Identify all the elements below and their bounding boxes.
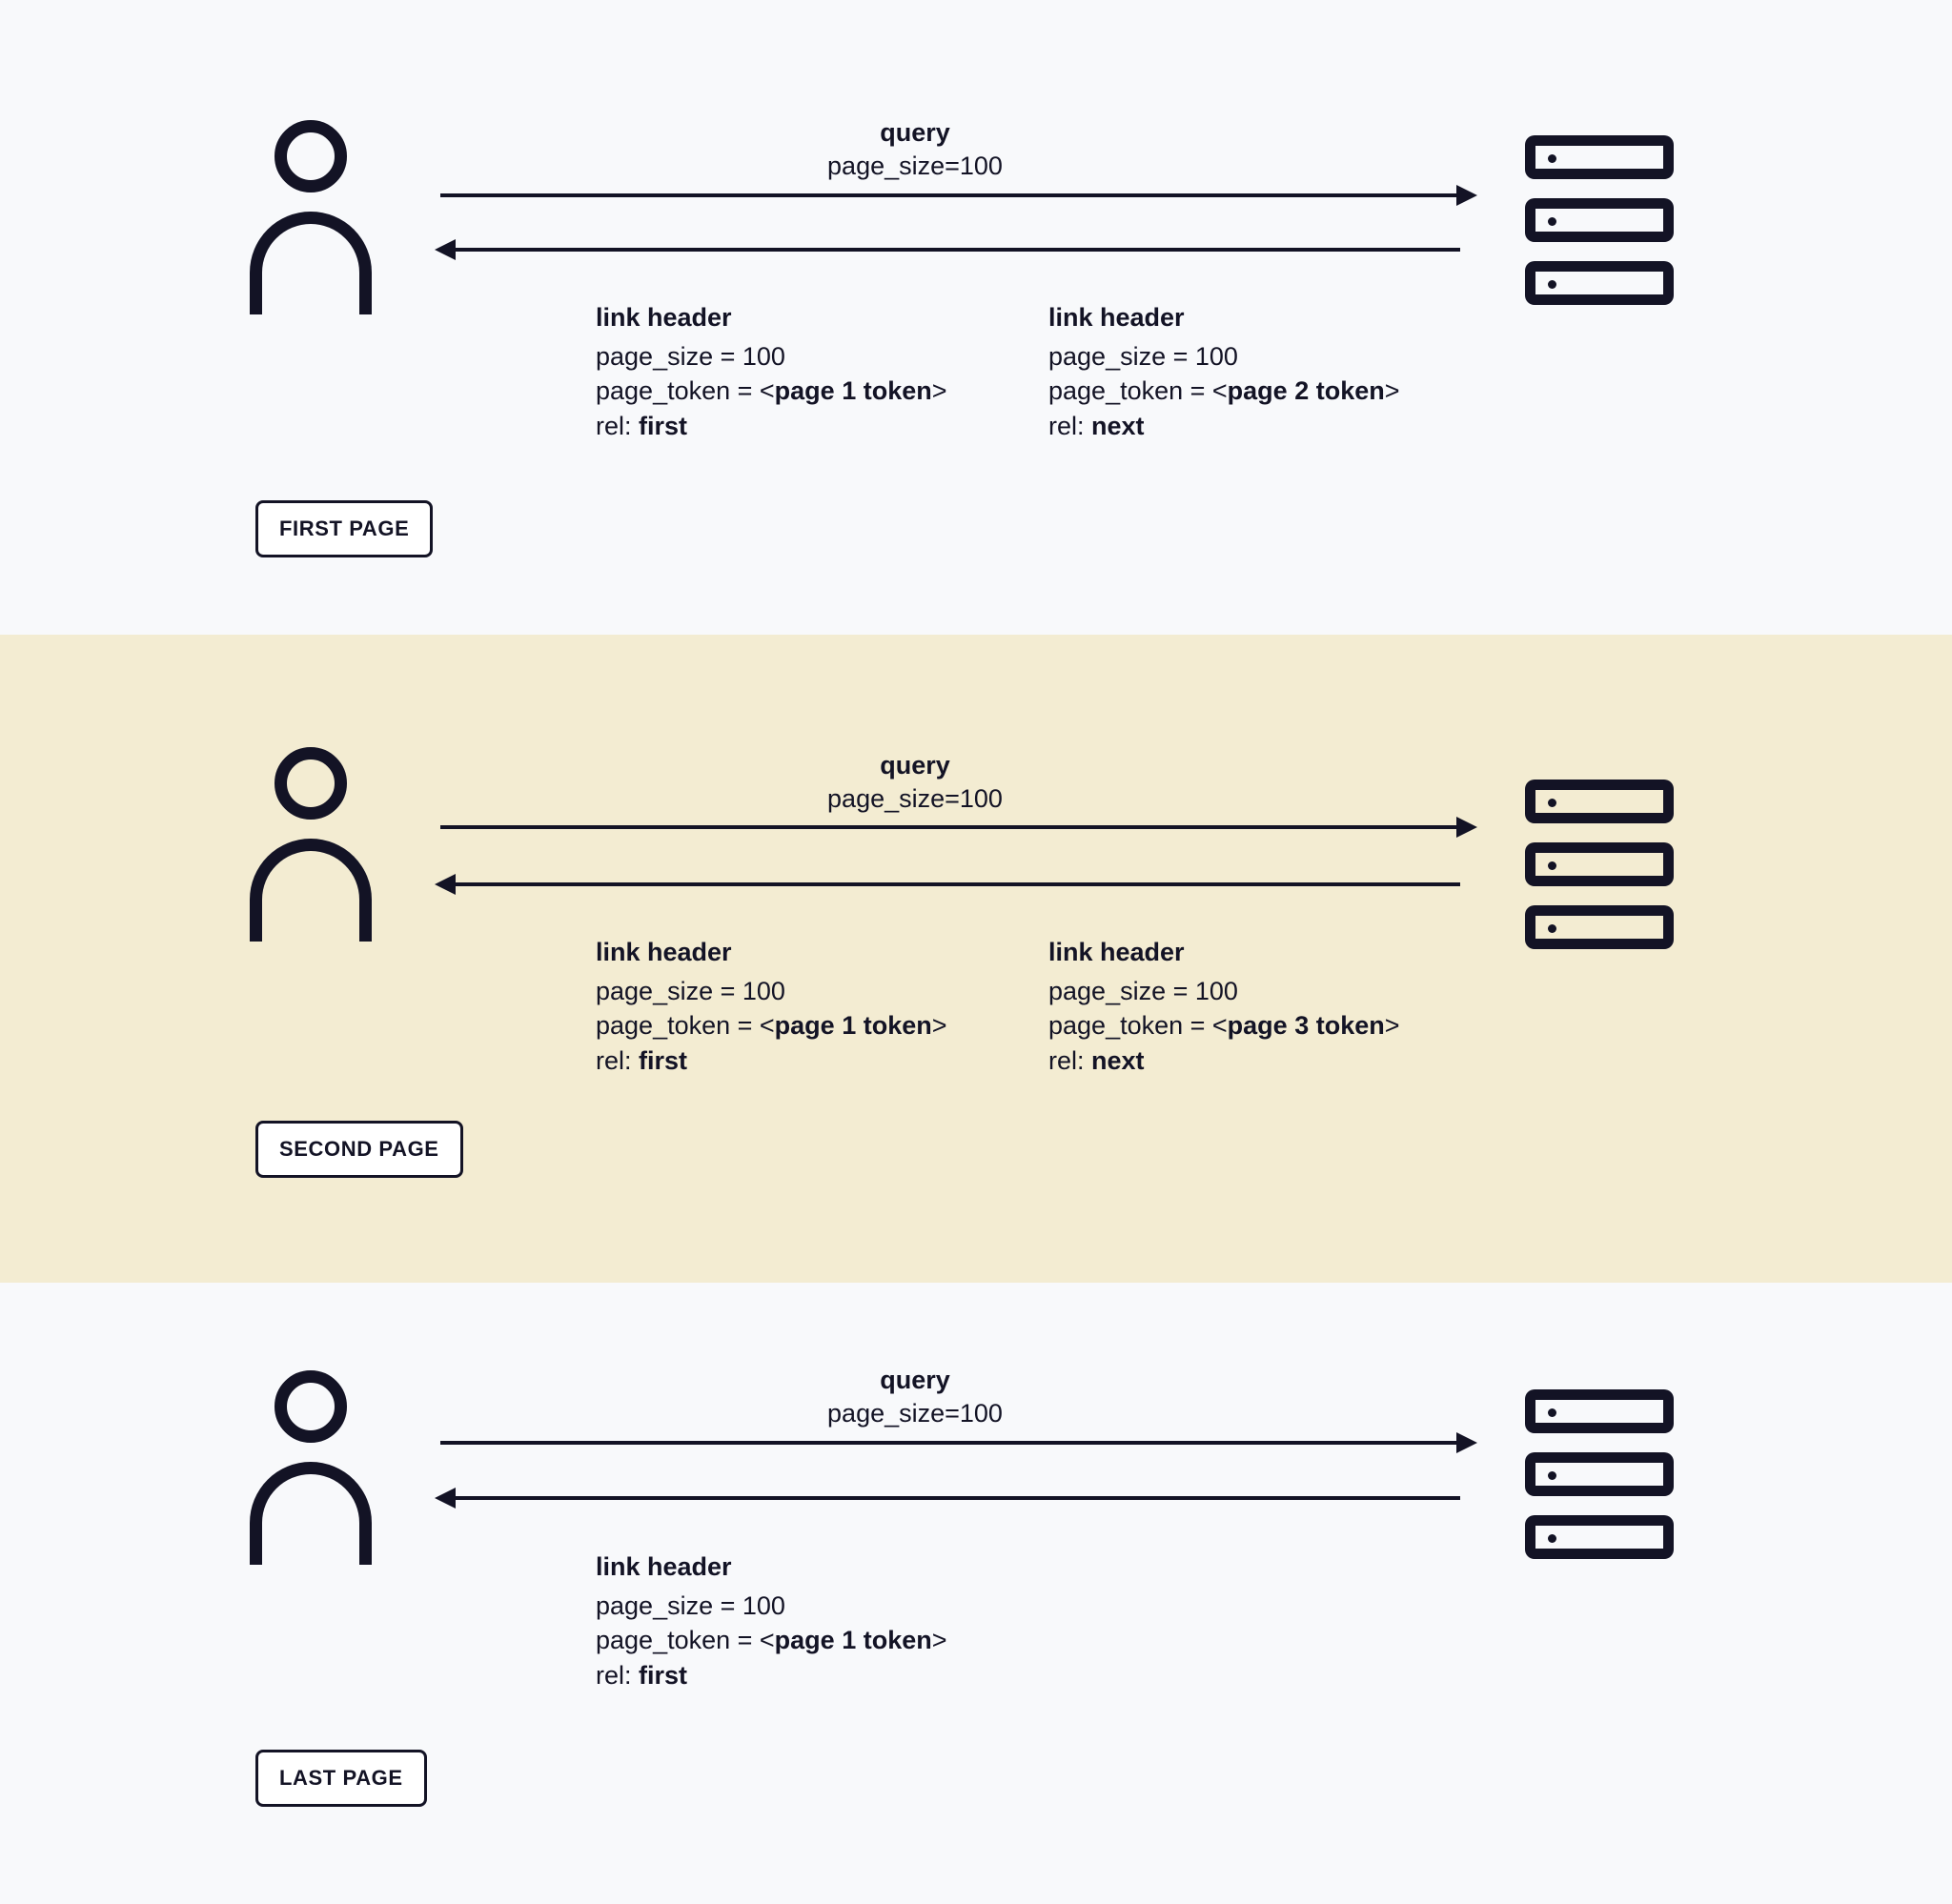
- page-token-value: page 1 token: [774, 376, 932, 406]
- link-header-next: [1048, 300, 1400, 444]
- response-arrow-line: [456, 248, 1460, 252]
- link-header-rel: [596, 409, 947, 444]
- link-header-page-token: [1048, 374, 1400, 409]
- request-arrow-head-icon: [1456, 185, 1477, 206]
- rel-label: rel:: [596, 1046, 640, 1076]
- rel-value: first: [639, 1046, 688, 1076]
- link-header-page-size: page_size = 100: [1048, 976, 1238, 1005]
- section-last-page: [0, 1283, 1952, 1904]
- server-led-icon: [1548, 280, 1556, 289]
- server-bay-icon: [1525, 261, 1674, 305]
- page-token-value: page 2 token: [1227, 376, 1385, 406]
- response-arrow-head-icon: [435, 874, 456, 895]
- page-token-value: page 1 token: [774, 1011, 932, 1041]
- server-bay-icon: [1525, 135, 1674, 179]
- server-led-icon: [1548, 217, 1556, 226]
- link-header-rel: [596, 1043, 947, 1079]
- server-bay-icon: [1525, 1389, 1674, 1433]
- page-token-prefix: page_token = <: [1048, 1011, 1228, 1041]
- link-header-page-size: page_size = 100: [1048, 341, 1238, 371]
- page-token-prefix: page_token = <: [596, 1626, 775, 1655]
- page-token-prefix: page_token = <: [596, 376, 775, 406]
- server-led-icon: [1548, 1408, 1556, 1417]
- page-token-suffix: >: [1384, 1011, 1400, 1041]
- page-token-suffix: >: [931, 376, 947, 406]
- person-head-icon: [274, 1370, 347, 1443]
- response-arrow-head-icon: [435, 239, 456, 260]
- server-led-icon: [1548, 1534, 1556, 1543]
- server-bay-icon: [1525, 780, 1674, 823]
- person-head-icon: [274, 747, 347, 820]
- link-header-next: [1048, 935, 1400, 1079]
- link-header-page-token: [596, 374, 947, 409]
- request-arrow-line: [440, 1441, 1460, 1445]
- request-arrow-line: [440, 825, 1460, 829]
- rel-value: next: [1091, 1046, 1145, 1076]
- link-header-title: link header: [1048, 303, 1185, 332]
- query-label: [724, 749, 1106, 815]
- server-led-icon: [1548, 1471, 1556, 1480]
- link-header-first: [596, 935, 947, 1079]
- link-header-rel: [596, 1658, 947, 1693]
- link-header-rel: [1048, 1043, 1400, 1079]
- link-header-page-size: page_size = 100: [596, 341, 785, 371]
- section-first-page: [0, 0, 1952, 635]
- server-led-icon: [1548, 924, 1556, 933]
- query-label: [724, 1364, 1106, 1429]
- link-header-title: link header: [596, 938, 732, 966]
- server-bay-icon: [1525, 842, 1674, 886]
- person-body-icon: [250, 1462, 372, 1565]
- link-header-page-size: page_size = 100: [596, 976, 785, 1005]
- server-icon: [1525, 780, 1674, 953]
- server-bay-icon: [1525, 1515, 1674, 1559]
- link-header-rel: [1048, 409, 1400, 444]
- link-header-first: [596, 1550, 947, 1693]
- page-token-prefix: page_token = <: [1048, 376, 1228, 406]
- rel-label: rel:: [1048, 1046, 1092, 1076]
- badge-last-page: LAST PAGE: [255, 1750, 427, 1807]
- badge-second-page: SECOND PAGE: [255, 1121, 463, 1178]
- client-person-icon: [250, 747, 383, 938]
- page-token-value: page 1 token: [774, 1626, 932, 1655]
- client-person-icon: [250, 120, 383, 311]
- query-value: page_size=100: [827, 151, 1003, 180]
- rel-value: next: [1091, 412, 1145, 441]
- server-led-icon: [1548, 154, 1556, 163]
- query-value: page_size=100: [827, 783, 1003, 813]
- link-header-page-size: page_size = 100: [596, 1590, 785, 1620]
- page-token-suffix: >: [931, 1626, 947, 1655]
- request-arrow-head-icon: [1456, 817, 1477, 838]
- page-token-prefix: page_token = <: [596, 1011, 775, 1041]
- person-body-icon: [250, 212, 372, 314]
- query-title: query: [880, 751, 950, 780]
- server-bay-icon: [1525, 905, 1674, 949]
- rel-value: first: [639, 1661, 688, 1691]
- query-value: page_size=100: [827, 1398, 1003, 1428]
- link-header-page-token: [596, 1623, 947, 1658]
- request-arrow-head-icon: [1456, 1432, 1477, 1453]
- query-title: query: [880, 1366, 950, 1394]
- link-header-title: link header: [596, 303, 732, 332]
- server-icon: [1525, 135, 1674, 309]
- rel-label: rel:: [596, 412, 640, 441]
- link-header-first: [596, 300, 947, 444]
- rel-value: first: [639, 412, 688, 441]
- badge-first-page: FIRST PAGE: [255, 500, 433, 557]
- response-arrow-line: [456, 882, 1460, 886]
- rel-label: rel:: [596, 1661, 640, 1691]
- link-header-title: link header: [1048, 938, 1185, 966]
- server-icon: [1525, 1389, 1674, 1563]
- server-led-icon: [1548, 861, 1556, 870]
- link-header-page-token: [596, 1008, 947, 1043]
- server-bay-icon: [1525, 1452, 1674, 1496]
- link-header-title: link header: [596, 1552, 732, 1581]
- response-arrow-line: [456, 1496, 1460, 1500]
- server-led-icon: [1548, 799, 1556, 807]
- server-bay-icon: [1525, 198, 1674, 242]
- link-header-page-token: [1048, 1008, 1400, 1043]
- person-body-icon: [250, 839, 372, 942]
- page-token-suffix: >: [931, 1011, 947, 1041]
- client-person-icon: [250, 1370, 383, 1561]
- page-token-suffix: >: [1384, 376, 1400, 406]
- query-label: [724, 116, 1106, 182]
- page-token-value: page 3 token: [1227, 1011, 1385, 1041]
- response-arrow-head-icon: [435, 1488, 456, 1509]
- section-second-page: [0, 635, 1952, 1283]
- query-title: query: [880, 118, 950, 147]
- person-head-icon: [274, 120, 347, 192]
- request-arrow-line: [440, 193, 1460, 197]
- rel-label: rel:: [1048, 412, 1092, 441]
